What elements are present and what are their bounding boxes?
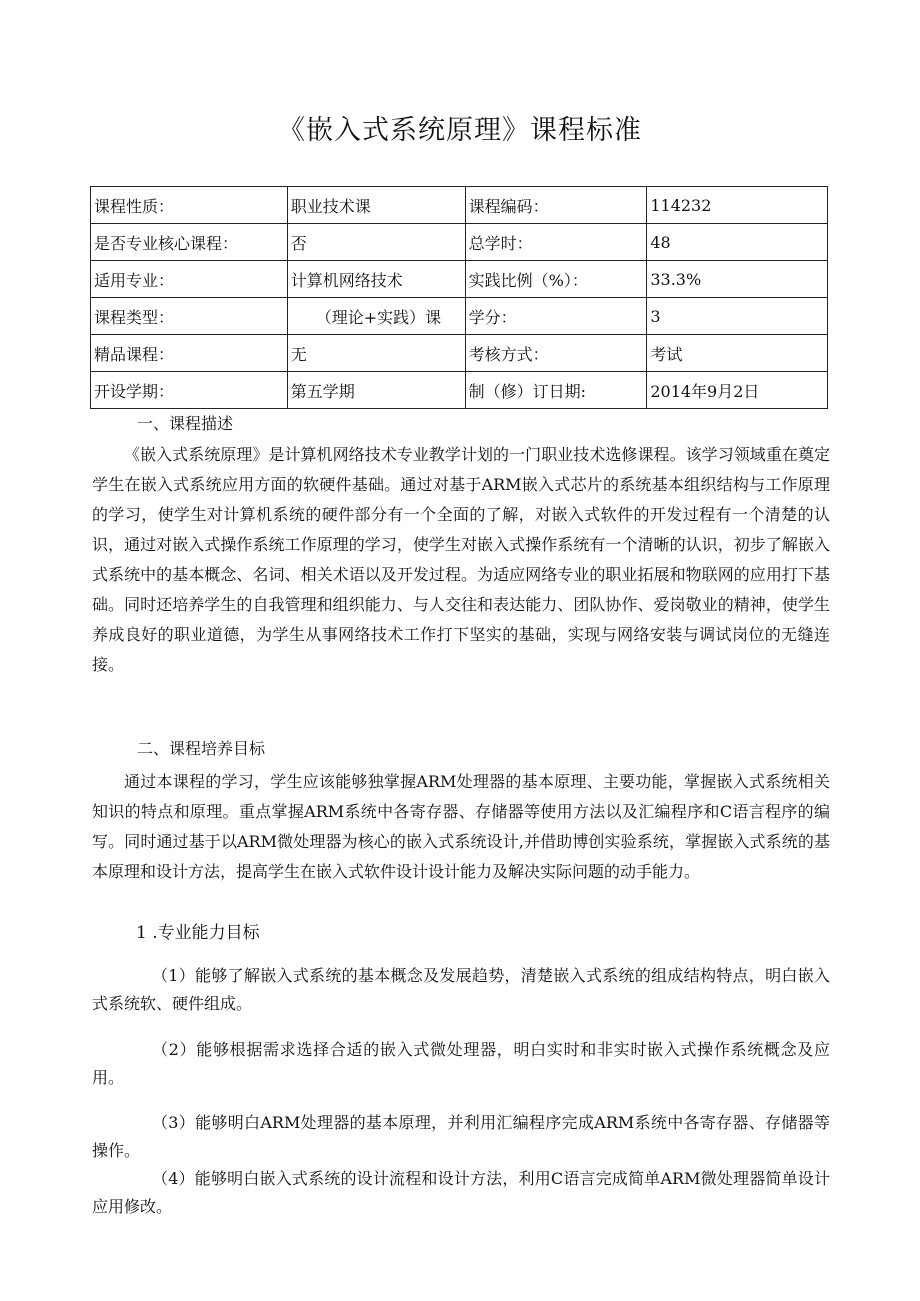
field-value: 33.3%: [647, 261, 828, 298]
table-row: [91, 298, 828, 335]
course-info-table: [90, 186, 828, 409]
field-label: 总学时：: [465, 224, 647, 261]
field-label: 课程类型：: [91, 298, 288, 335]
field-label: 是否专业核心课程：: [91, 224, 288, 261]
field-label: 学分：: [465, 298, 647, 335]
ability-item: （4）能够明白嵌入式系统的设计流程和设计方法，利用C语言完成简单ARM微处理器简单设计应用修改。: [92, 1169, 830, 1216]
table-row: [91, 187, 828, 224]
field-label: 精品课程：: [91, 335, 288, 372]
section-heading-description: 一、课程描述: [137, 414, 234, 433]
field-label: 适用专业：: [91, 261, 288, 298]
field-label: 考核方式：: [465, 335, 647, 372]
field-value: 无: [287, 335, 465, 372]
table-row: [91, 372, 828, 409]
field-label: 开设学期：: [91, 372, 288, 409]
field-value: 考试: [647, 335, 828, 372]
field-value: 计算机网络技术: [287, 261, 465, 298]
ability-item: （1）能够了解嵌入式系统的基本概念及发展趋势，清楚嵌入式系统的组成结构特点，明白嵌入式系统软、硬件组成。: [92, 966, 830, 1013]
document-title: 《嵌入式系统原理》课程标准: [278, 115, 642, 146]
professional-ability-heading: 1 .专业能力目标: [136, 923, 260, 943]
field-value: 职业技术课: [287, 187, 465, 224]
field-label: 制（修）订日期:: [465, 372, 647, 409]
field-value: 3: [647, 298, 828, 335]
field-value: 114232: [647, 187, 828, 224]
field-value: （理论+实践）课: [287, 298, 465, 335]
table-row: [91, 261, 828, 298]
table-row: [91, 224, 828, 261]
ability-item: （2）能够根据需求选择合适的嵌入式微处理器，明白实时和非实时嵌入式操作系统概念及应用。: [92, 1040, 830, 1087]
field-value: 2014年9月2日: [647, 372, 828, 409]
field-value: 48: [647, 224, 828, 261]
section-heading-objectives: 二、课程培养目标: [137, 739, 266, 758]
field-value: 第五学期: [287, 372, 465, 409]
table-row: [91, 335, 828, 372]
field-label: 课程编码：: [465, 187, 647, 224]
ability-item: （3）能够明白ARM处理器的基本原理，并利用汇编程序完成ARM系统中各寄存器、存储器等操作。: [92, 1113, 830, 1160]
objectives-paragraph: 通过本课程的学习，学生应该能够独掌握ARM处理器的基本原理、主要功能，掌握嵌入式系统相关知识的特点和原理。重点掌握ARM系统中各寄存器、存储器等使用方法以及汇编程序和C语言程序的编写。同时通过基于以ARM微处理器为核心的嵌入式系统设计,并借助博创实验系统，掌握嵌入式系统的基本原理和设计方法，提高学生在嵌入式软件设计设计能力及解决实际问题的动手能力。: [92, 772, 830, 881]
field-value: 否: [287, 224, 465, 261]
field-label: 实践比例（%）：: [465, 261, 647, 298]
field-label: 课程性质：: [91, 187, 288, 224]
course-description-paragraph: 《嵌入式系统原理》是计算机网络技术专业教学计划的一门职业技术选修课程。该学习领域重在奠定学生在嵌入式系统应用方面的软硬件基础。通过对基于ARM嵌入式芯片的系统基本组织结构与工作原理的学习，使学生对计算机系统的硬件部分有一个全面的了解，对嵌入式软件的开发过程有一个清楚的认识，通过对嵌入式操作系统工作原理的学习，使学生对嵌入式操作系统有一个清晰的认识，初步了解嵌入式系统中的基本概念、名词、相关术语以及开发过程。为适应网络专业的职业拓展和物联网的应用打下基础。同时还培养学生的自我管理和组织能力、与人交往和表达能力、团队协作、爱岗敬业的精神，使学生养成良好的职业道德，为学生从事网络技术工作打下坚实的基础，实现与网络安装与调试岗位的无缝连接。: [92, 445, 830, 674]
